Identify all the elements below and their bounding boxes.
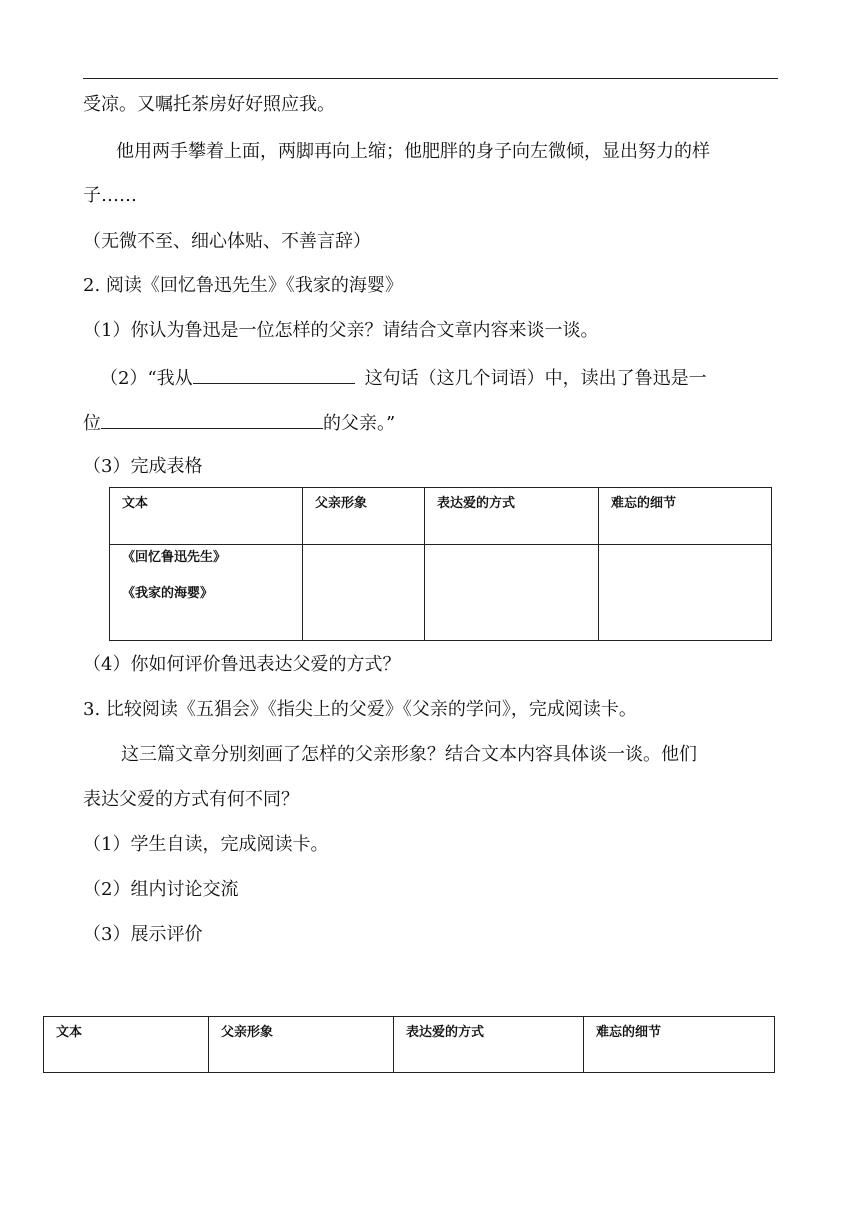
question-2-line-1 [100,365,707,391]
question-2-suffix: 这句话（这几个词语）中，读出了鲁迅是一 [364,368,707,389]
step-2: （2）组内讨论交流 [83,879,239,900]
table-2-header-cell: 父亲形象 [209,1017,394,1073]
table-1 [109,487,772,641]
text-line-3: 子…… [83,185,137,206]
text-line-12: 这三篇文章分别刻画了怎样的父亲形象？结合文本内容具体谈一谈。他们 [121,744,697,765]
fill-blank-1[interactable] [193,365,355,384]
section-2-heading: 2. 阅读《回忆鲁迅先生》《我家的海婴》 [83,275,403,296]
text-line-1: 受凉。又嘱托茶房好好照应我。 [83,94,335,115]
table-1-header-row [110,488,772,545]
table-2-header-row [44,1017,775,1073]
table-1-text-1: 《回忆鲁迅先生》 [122,550,227,565]
question-2-prefix-2: 位 [83,413,101,434]
question-2-end: 的父亲。” [323,413,396,434]
text-line-4: （无微不至、细心体贴、不善言辞） [83,231,371,252]
text-line-13: 表达父爱的方式有何不同？ [83,789,299,810]
section-3-heading: 3. 比较阅读《五猖会》《指尖上的父爱》《父亲的学问》，完成阅读卡。 [83,699,637,720]
table-2 [43,1016,775,1073]
table-1-empty-cell[interactable] [425,545,599,641]
question-2-line-2 [83,410,395,436]
step-1: （1）学生自读，完成阅读卡。 [83,834,329,855]
table-1-empty-cell[interactable] [303,545,425,641]
question-4: （4）你如何评价鲁迅表达父爱的方式？ [83,654,401,675]
table-1-empty-cell[interactable] [599,545,772,641]
table-1-header-cell: 难忘的细节 [599,488,772,545]
text-line-2: 他用两手攀着上面，两脚再向上缩；他肥胖的身子向左微倾，显出努力的样 [116,141,710,162]
table-1-header-cell: 表达爱的方式 [425,488,599,545]
table-1-header-cell: 父亲形象 [303,488,425,545]
question-1: （1）你认为鲁迅是一位怎样的父亲？请结合文章内容来谈一谈。 [83,320,599,341]
table-1-row [110,545,772,641]
table-1-text-2: 《我家的海婴》 [122,586,214,601]
table-1-header-cell: 文本 [110,488,303,545]
table-2-header-cell: 表达爱的方式 [394,1017,584,1073]
question-2-prefix: （2）“我从 [100,368,193,389]
step-3: （3）展示评价 [83,924,203,945]
table-1-text-cell [110,545,303,641]
table-2-header-cell: 文本 [44,1017,209,1073]
fill-blank-2[interactable] [101,410,323,429]
question-3: （3）完成表格 [83,456,203,477]
table-2-header-cell: 难忘的细节 [584,1017,775,1073]
header-rule [83,78,778,79]
